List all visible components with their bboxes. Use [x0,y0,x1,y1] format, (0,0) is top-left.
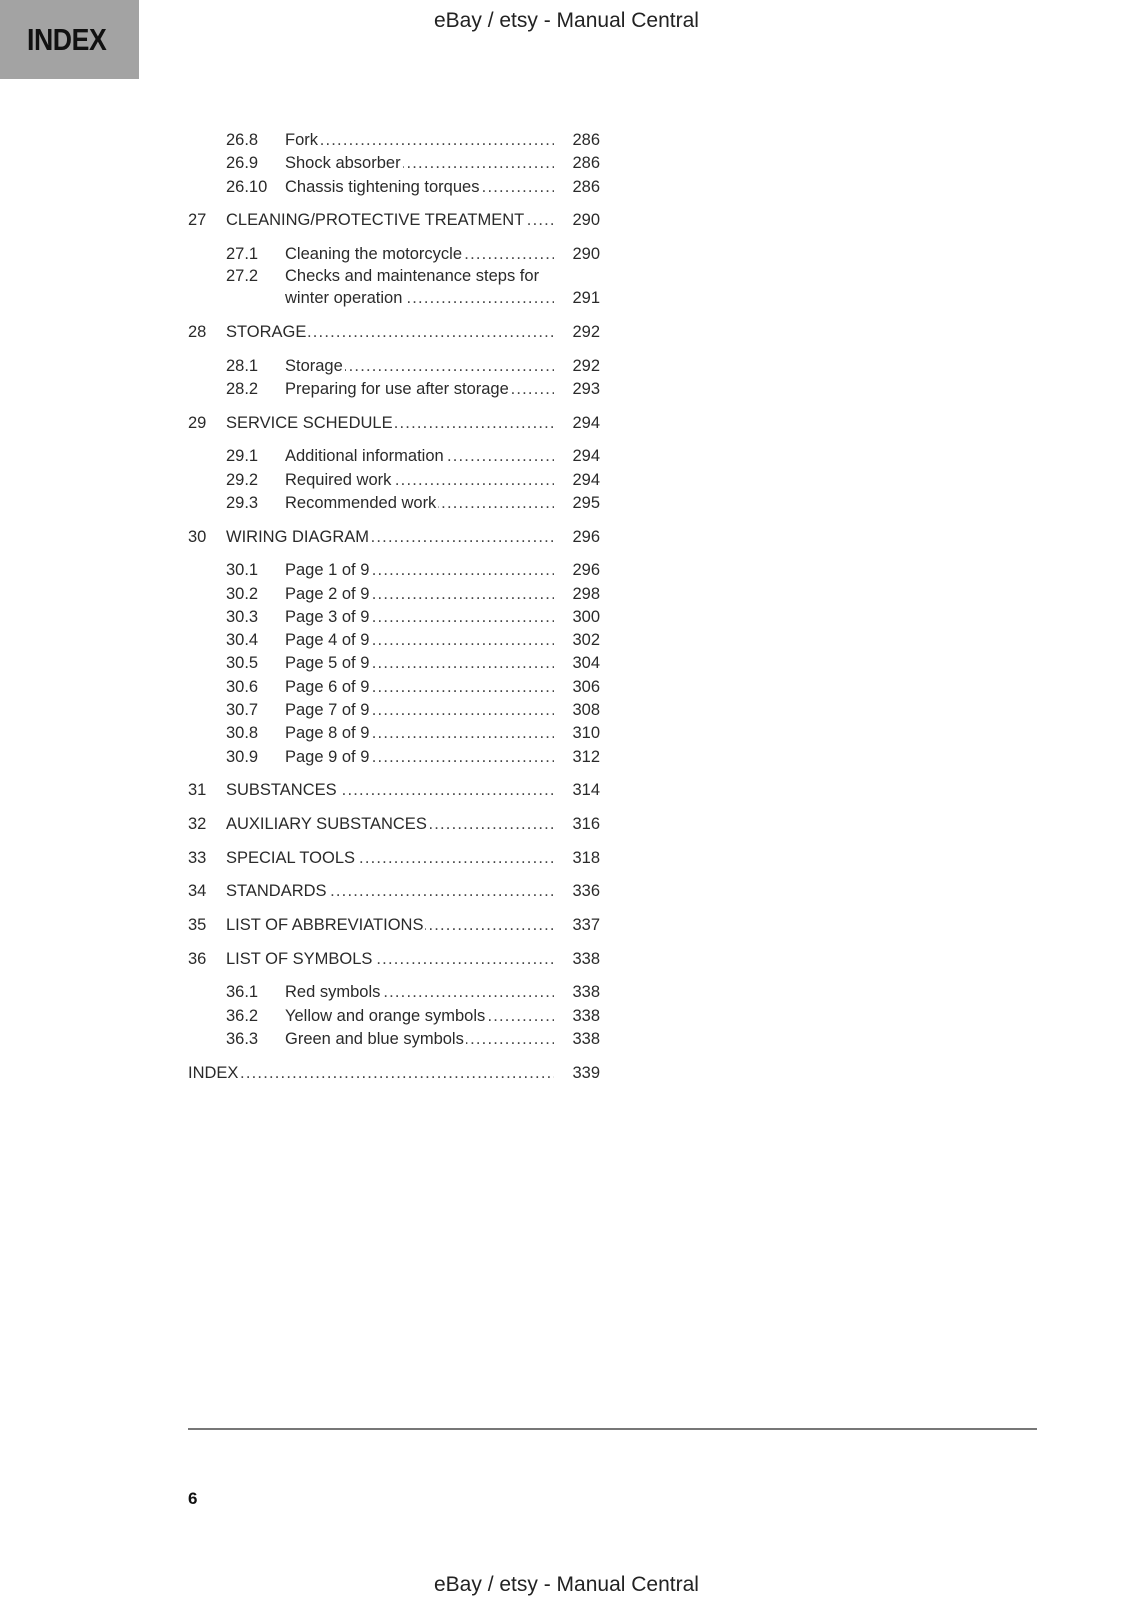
toc-entry[interactable] [188,129,600,152]
toc-chapter[interactable] [188,209,600,232]
toc-title-text: Shock absorber [285,154,401,173]
toc-page-number: 296 [554,559,600,582]
toc-title-text: Page 5 of 9 [285,654,370,673]
toc-page-number: 304 [554,652,600,675]
toc-page-number: 294 [554,445,600,468]
toc-entry-number: 36.3 [226,1030,259,1049]
toc-page-number: 318 [554,847,600,870]
toc-page-number: 310 [554,722,600,745]
toc-title-text: AUXILIARY SUBSTANCES [226,815,427,834]
watermark-bottom: eBay / etsy - Manual Central [434,1573,699,1596]
toc-chapter[interactable] [188,321,600,344]
toc-entry-number: 30.5 [226,654,259,673]
toc-page-number: 292 [554,321,600,344]
section-tab-label: INDEX [27,22,107,57]
toc-entry-number: 30.3 [226,607,259,626]
toc-title-text: Page 2 of 9 [285,584,370,603]
toc-entry-title [285,378,554,401]
toc-chapter-number: 30 [188,527,207,546]
toc-entry-number: 26.8 [226,131,259,149]
toc-page-number: 338 [554,1028,600,1051]
toc-title-text: INDEX [188,1063,239,1082]
toc-chapter-title [226,813,554,836]
toc-page-number: 336 [554,880,600,903]
toc-entry-title [285,287,554,310]
toc-title-text: Page 7 of 9 [285,701,370,720]
toc-title-text: CLEANING/PROTECTIVE TREATMENT [226,211,525,230]
toc-entry-title-text: winter operation [285,289,403,308]
toc-entry-number: 36.1 [226,983,259,1002]
toc-chapter-number: 27 [188,211,207,230]
toc-entry[interactable] [188,981,600,1004]
toc-entry-number: 30.7 [226,701,259,720]
toc-entry-title [285,559,554,582]
toc-page-number: 316 [554,813,600,836]
toc-entry-title [285,492,554,515]
section-tab [0,0,139,79]
toc-chapter-title [226,209,554,232]
toc-chapter-number: 34 [188,882,207,901]
toc-chapter-number: 32 [188,815,207,834]
toc-entry[interactable] [188,492,600,515]
toc-title-text: Page 4 of 9 [285,631,370,650]
toc-entry-title [285,606,554,629]
toc-entry-title [285,722,554,745]
toc-entry[interactable] [188,722,600,745]
toc-chapter-title [188,1062,554,1085]
toc-entry-title [285,629,554,652]
toc-title-text: Recommended work [285,493,437,512]
toc-chapter[interactable] [188,1062,600,1085]
toc-chapter-number: 36 [188,949,207,968]
toc-chapter-title [226,880,554,903]
toc-entry-title [285,676,554,699]
toc-chapter-number: 31 [188,781,207,800]
toc-title-text: Storage [285,356,343,375]
toc-page-number: 294 [554,412,600,435]
toc-page-number: 290 [554,243,600,266]
toc-entry[interactable] [188,378,600,401]
toc-page-number: 294 [554,469,600,492]
toc-entry[interactable] [188,1005,600,1028]
toc-title-text: Page 9 of 9 [285,747,370,766]
toc-page-number: 295 [554,492,600,515]
toc-title-text: STORAGE [226,322,307,341]
toc-entry-number: 26.10 [226,177,268,196]
toc-chapter[interactable] [188,526,600,549]
toc-entry-number: 30.6 [226,677,259,696]
toc-chapter[interactable] [188,880,600,903]
toc-page-number: 293 [554,378,600,401]
toc-entry-title [285,445,554,468]
toc-chapter-number: 28 [188,322,207,341]
toc-entry[interactable] [188,699,600,722]
toc-title-text: WIRING DIAGRAM [226,527,369,546]
toc-chapter-title [226,914,554,937]
toc-chapter[interactable] [188,948,600,971]
toc-page-number: 290 [554,209,600,232]
toc-title-text: Required work [285,470,392,489]
toc-entry[interactable] [188,606,600,629]
toc-entry-number: 30.8 [226,724,259,743]
toc-title-text: LIST OF ABBREVIATIONS [226,916,424,935]
toc-entry[interactable] [188,445,600,468]
toc-page-number: 306 [554,676,600,699]
toc-entry-title [285,981,554,1004]
toc-entry-title-line1: Checks and maintenance steps for [285,267,540,286]
toc-title-text: Additional information [285,447,444,466]
toc-entry-number: 29.3 [226,493,259,512]
toc-page-number: 339 [554,1062,600,1085]
toc-chapter[interactable] [188,914,600,937]
toc-chapter[interactable] [188,813,600,836]
toc-page-number: 308 [554,699,600,722]
toc-chapter-title [226,321,554,344]
toc-entry[interactable] [188,243,600,266]
toc-title-text: Preparing for use after storage [285,379,509,398]
toc-page-number: 337 [554,914,600,937]
toc-title-text: LIST OF SYMBOLS [226,949,373,968]
toc-chapter[interactable] [188,847,600,870]
toc-entry-number: 28.1 [226,356,259,375]
toc-entry-number: 27.2 [226,267,259,286]
toc-page-number: 286 [554,152,600,175]
toc-entry[interactable] [188,676,600,699]
toc-chapter-title [226,779,554,802]
toc-entry[interactable] [188,152,600,175]
watermark-top: eBay / etsy - Manual Central [434,9,699,32]
toc-page-number: 300 [554,606,600,629]
toc-page-number: 298 [554,583,600,606]
toc-entry-page: 291 [554,287,600,310]
footer-divider [188,1428,1037,1430]
toc-page-number: 338 [554,981,600,1004]
toc-entry[interactable] [188,355,600,378]
toc-chapter[interactable] [188,779,600,802]
toc-page-number: 338 [554,1005,600,1028]
toc-title-text: SERVICE SCHEDULE [226,413,393,432]
toc-title-text: SPECIAL TOOLS [226,848,356,867]
toc-entry[interactable] [188,1028,600,1051]
toc-entry[interactable] [188,746,600,769]
toc-entry-number: 30.2 [226,584,259,603]
toc-entry-title [285,176,554,199]
toc-title-text: Page 3 of 9 [285,607,370,626]
toc-entry[interactable] [188,583,600,606]
page-number: 6 [188,1489,198,1508]
toc-entry-title [285,583,554,606]
toc-entry[interactable] [188,629,600,652]
toc-page-number: 286 [554,129,600,152]
toc-page-number: 302 [554,629,600,652]
toc-entry-title [285,129,554,152]
toc-title-text: STANDARDS [226,882,327,901]
toc-entry-title [285,1028,554,1051]
toc-entry-title [285,152,554,175]
toc-title-text: Green and blue symbols [285,1030,464,1049]
toc-entry-number: 29.1 [226,447,259,466]
toc-title-text: Cleaning the motorcycle [285,244,463,263]
toc-chapter-title [226,412,554,435]
toc-entry-continuation[interactable] [188,287,600,310]
toc-entry-title [285,469,554,492]
toc-entry-number: 28.2 [226,379,259,398]
toc-page-number: 292 [554,355,600,378]
toc-entry[interactable] [188,176,600,199]
toc-page-number: 338 [554,948,600,971]
toc-entry-number: 30.9 [226,747,259,766]
toc-entry-title [285,1005,554,1028]
toc-entry[interactable] [188,469,600,492]
toc-entry-title [285,746,554,769]
toc-chapter-title [226,847,554,870]
toc-page-number: 296 [554,526,600,549]
toc-entry-title [285,243,554,266]
toc-entry-title [285,699,554,722]
toc-title-text: SUBSTANCES [226,781,337,800]
toc-chapter-number: 29 [188,413,207,432]
toc-title-text: Page 6 of 9 [285,677,370,696]
toc-page-number: 286 [554,176,600,199]
toc-entry-number: 30.4 [226,631,259,650]
toc-title-text: Red symbols [285,983,381,1002]
toc-title-text: Page 8 of 9 [285,724,370,743]
table-of-contents [188,129,600,1085]
toc-entry-number: 29.2 [226,470,259,489]
toc-chapter-number: 35 [188,916,207,935]
toc-title-text: Fork [285,131,318,149]
toc-entry-number: 36.2 [226,1006,259,1025]
toc-entry-title [285,652,554,675]
toc-chapter-number: 33 [188,848,207,867]
toc-chapter-title [226,526,554,549]
toc-chapter-title [226,948,554,971]
toc-entry[interactable] [188,652,600,675]
toc-entry-title [285,355,554,378]
toc-entry[interactable] [188,266,600,287]
toc-page-number: 312 [554,746,600,769]
toc-chapter[interactable] [188,412,600,435]
toc-title-text: Chassis tightening torques [285,177,480,196]
toc-entry[interactable] [188,559,600,582]
toc-entry-number: 30.1 [226,561,259,580]
toc-page-number: 314 [554,779,600,802]
toc-entry-number: 26.9 [226,154,259,173]
toc-entry-number: 27.1 [226,244,259,263]
toc-title-text: Page 1 of 9 [285,561,370,580]
toc-title-text: Yellow and orange symbols [285,1006,486,1025]
